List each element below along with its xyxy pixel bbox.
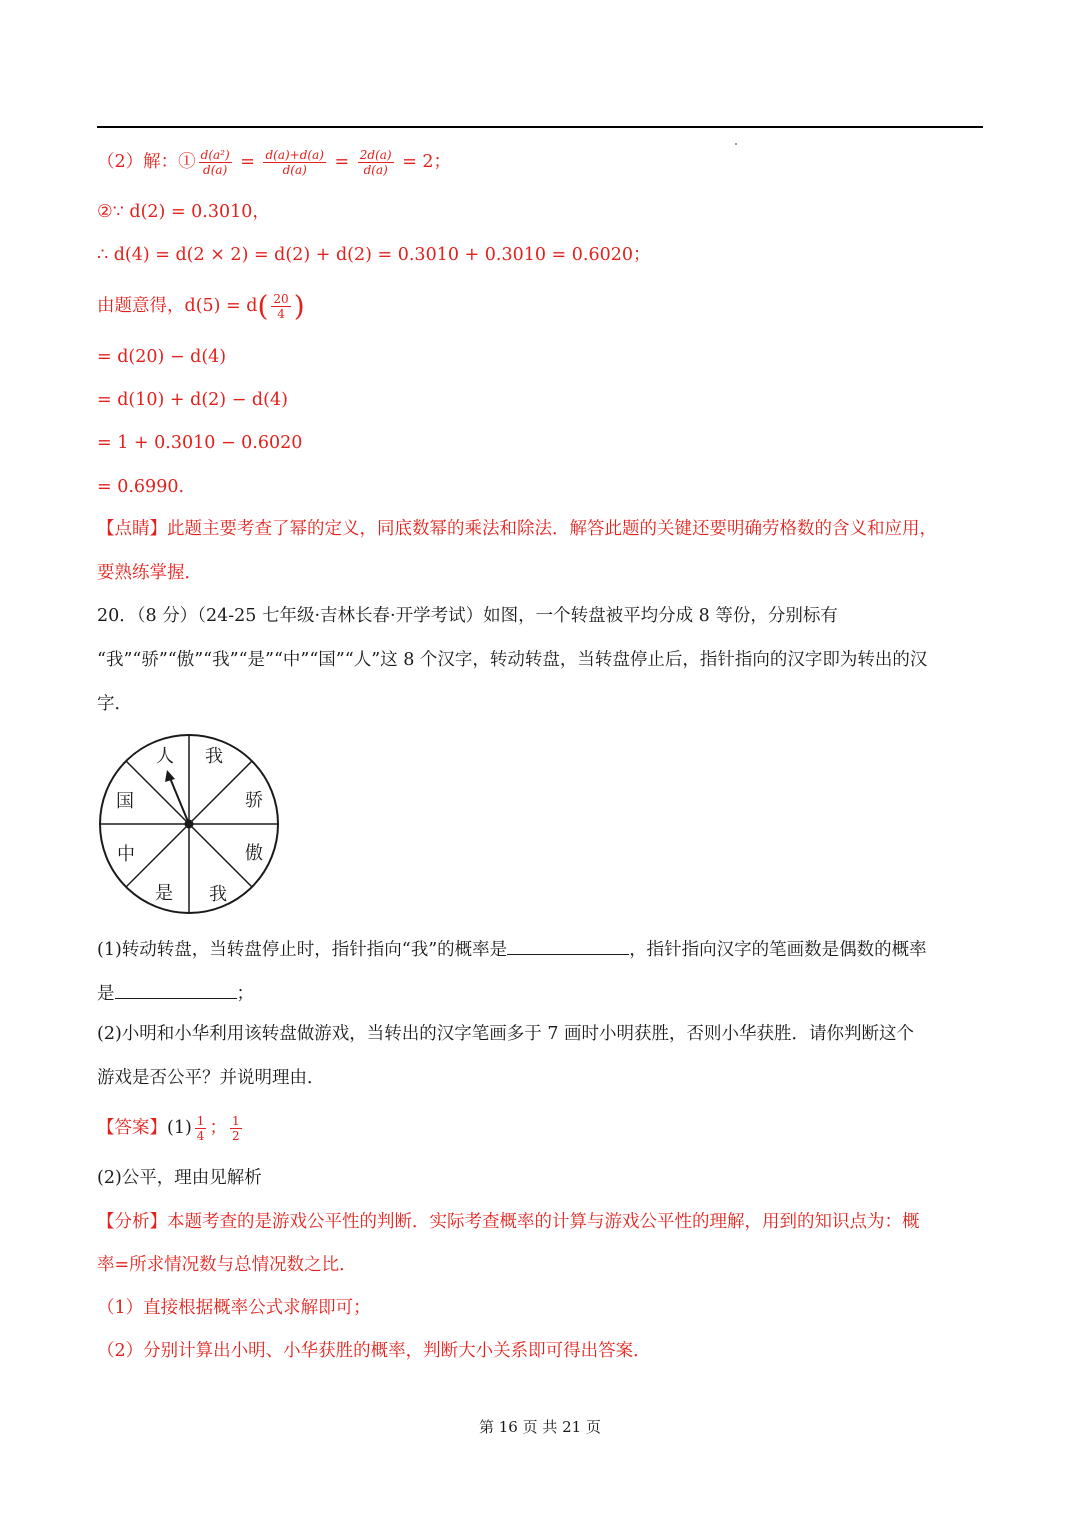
question-20-line-1: 20．（8 分）（24-25 七年级·吉林长春·开学考试）如图，一个转盘被平均分成 8 等份，分别标有 [97, 606, 838, 626]
solution-line-5: = d(20) − d(4) [97, 347, 227, 367]
solution-line-7: = 1 + 0.3010 − 0.6020 [97, 433, 303, 453]
solution-line-8: = 0.6990. [97, 477, 185, 497]
fraction-20-over-4: $\frac{20}{4}$ [273, 292, 289, 321]
question-20-line-2: “我”“骄”“傲”“我”“是”“中”“国”“人”这 8 个汉字，转动转盘，当转盘停止后，指针指向的汉字即为转出的汉 [97, 650, 928, 670]
wheel-label-jiao: 骄 [245, 790, 263, 811]
solution-line-4: 由题意得，d(5) = d( $\frac{20}{4}$ ) [97, 289, 305, 323]
fraction-2: $\frac{d(a)+d(a)}{d(a)}$ [265, 148, 324, 177]
pointer-shaft [170, 778, 189, 824]
solution-result: = 2； [402, 152, 452, 172]
sub-question-2-line-1: (2)小明和小华利用该转盘做游戏，当转出的汉字笔画多于 7 画时小明获胜，否则小华获胜．请你判断这个 [97, 1024, 915, 1044]
question-20-line-3: 字． [97, 694, 132, 714]
header-rule [97, 126, 983, 128]
analysis-line-2: 率=所求情况数与总情况数之比． [97, 1255, 357, 1275]
spinner-wheel-diagram [96, 732, 286, 918]
d5-expression: 由题意得，d(5) = d [97, 296, 258, 316]
sub-question-1-line-1: (1)转动转盘，当转盘停止时，指针指向“我”的概率是 ，指针指向汉字的笔画数是偶数的概率 [97, 936, 927, 962]
wheel-label-guo: 国 [116, 791, 134, 812]
stray-dot [735, 143, 737, 145]
dianjing-line-2: 要熟练掌握． [97, 563, 202, 583]
solution-line-6: = d(10) + d(2) − d(4) [97, 390, 288, 410]
answer-line-1: 【答案】(1) $\frac{1}{4}$ ； $\frac{1}{2}$ [97, 1114, 240, 1143]
solution-line-3: ∴ d(4) = d(2 × 2) = d(2) + d(2) = 0.3010 + 0.3010 = 0.6020； [97, 245, 651, 265]
wheel-label-ren: 人 [156, 746, 174, 767]
answer-line-2: (2)公平，理由见解析 [97, 1168, 262, 1188]
answer-fraction-1: $\frac{1}{4}$ [196, 1114, 205, 1143]
analysis-line-4: （2）分别计算出小明、小华获胜的概率，判断大小关系即可得出答案． [97, 1341, 651, 1361]
answer-tag: 【答案】 [97, 1118, 167, 1138]
fraction-3: $\frac{2d(a)}{d(a)}$ [359, 148, 392, 177]
dianjing-line-1: 【点睛】此题主要考查了幂的定义，同底数幂的乘法和除法．解答此题的关键还要明确劳格数的含义和应用， [97, 519, 937, 539]
fraction-1: $\frac{\text{d(a²)}}{d(a)}$ [200, 148, 230, 177]
wheel-label-wo-bottom: 我 [209, 884, 227, 905]
answer-fraction-2: $\frac{1}{2}$ [231, 1114, 240, 1143]
page-footer: 第 16 页 共 21 页 [478, 1418, 601, 1436]
solution-line-2: ②∵ d(2) = 0.3010， [97, 202, 270, 222]
answer-blank-2 [115, 980, 237, 999]
analysis-line-3: （1）直接根据概率公式求解即可； [97, 1298, 371, 1318]
solution-intro: （2）解：① [97, 152, 196, 172]
sub-question-1-line-2: 是 ； [97, 980, 254, 1006]
sub-question-2-line-2: 游戏是否公平？并说明理由． [97, 1068, 325, 1088]
answer-blank-1 [507, 936, 629, 955]
pointer-pivot [185, 820, 194, 829]
wheel-label-ao: 傲 [245, 843, 263, 864]
wheel-label-wo-top: 我 [205, 746, 223, 767]
analysis-line-1: 【分析】本题考查的是游戏公平性的判断．实际考查概率的计算与游戏公平性的理解，用到的知识点为：概 [97, 1212, 920, 1232]
wheel-label-zhong: 中 [117, 844, 135, 865]
pointer-arrow-icon [165, 770, 175, 782]
wheel-label-shi: 是 [155, 883, 173, 904]
solution-line-1: （2）解：① $\frac{\text{d(a²)}}{d(a)}$ = $\frac{d(a)+d(a)}{d(a)}$ = $\frac{2d(a)}{d(a)}$ = 2； [97, 148, 452, 177]
